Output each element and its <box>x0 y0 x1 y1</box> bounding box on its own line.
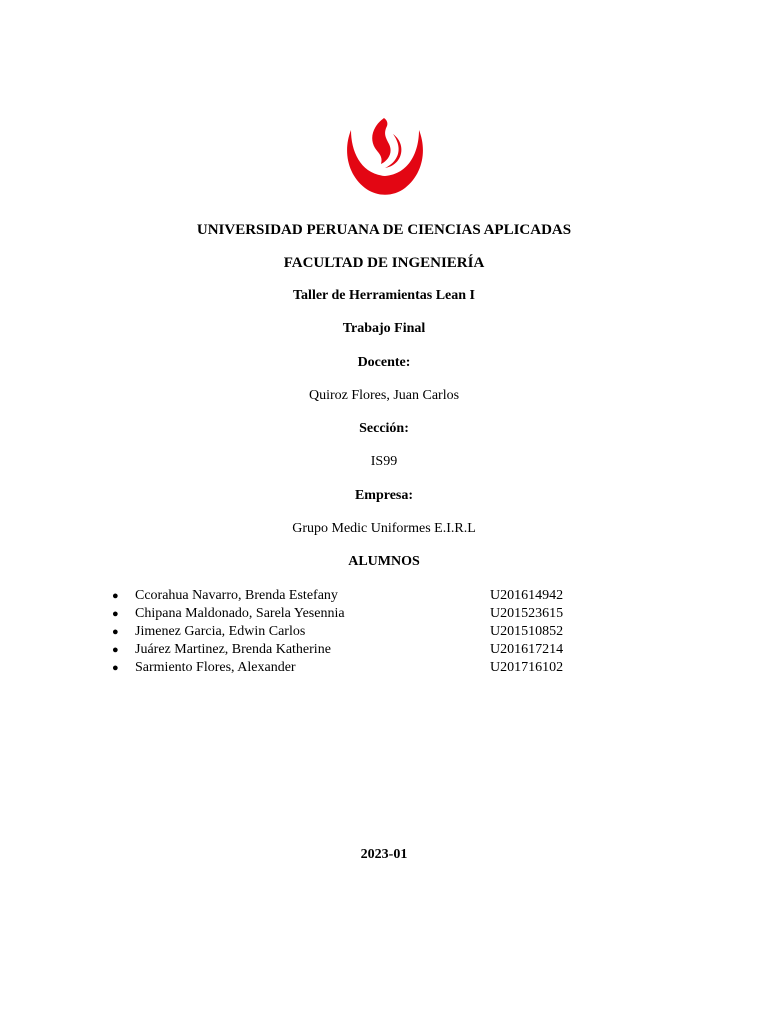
section-label: Sección: <box>359 421 409 436</box>
company-label: Empresa: <box>354 488 414 503</box>
company-name: Grupo Medic Uniformes E.I.R.L <box>292 521 476 536</box>
bullet-icon: ● <box>112 662 119 674</box>
teacher-label: Docente: <box>357 355 411 370</box>
student-name: Ccorahua Navarro, Brenda Estefany <box>135 588 338 603</box>
upc-flame-logo-icon <box>343 116 427 200</box>
teacher-name: Quiroz Flores, Juan Carlos <box>308 388 460 403</box>
bullet-icon: ● <box>112 590 119 602</box>
section-value: IS99 <box>370 454 398 469</box>
student-name: Juárez Martinez, Brenda Katherine <box>135 642 331 657</box>
list-item <box>112 641 582 659</box>
list-item <box>112 587 582 605</box>
bullet-icon: ● <box>112 626 119 638</box>
student-code: U201617214 <box>490 642 564 657</box>
work-title: Trabajo Final <box>342 321 426 336</box>
student-code: U201614942 <box>490 588 564 603</box>
bullet-icon: ● <box>112 608 119 620</box>
list-item <box>112 659 582 677</box>
bullet-icon: ● <box>112 644 119 656</box>
university-name: UNIVERSIDAD PERUANA DE CIENCIAS APLICADAS <box>196 222 572 238</box>
academic-period: 2023-01 <box>360 847 408 862</box>
list-item <box>112 605 582 623</box>
list-item <box>112 623 582 641</box>
student-name: Chipana Maldonado, Sarela Yesennia <box>135 606 345 621</box>
students-heading: ALUMNOS <box>348 554 420 569</box>
faculty-name: FACULTAD DE INGENIERÍA <box>283 255 485 271</box>
student-name: Sarmiento Flores, Alexander <box>135 660 296 675</box>
student-code: U201523615 <box>490 606 564 621</box>
course-name: Taller de Herramientas Lean I <box>293 288 475 303</box>
student-code: U201716102 <box>490 660 564 675</box>
students-list <box>112 587 582 677</box>
student-code: U201510852 <box>490 624 564 639</box>
student-name: Jimenez Garcia, Edwin Carlos <box>135 624 306 639</box>
